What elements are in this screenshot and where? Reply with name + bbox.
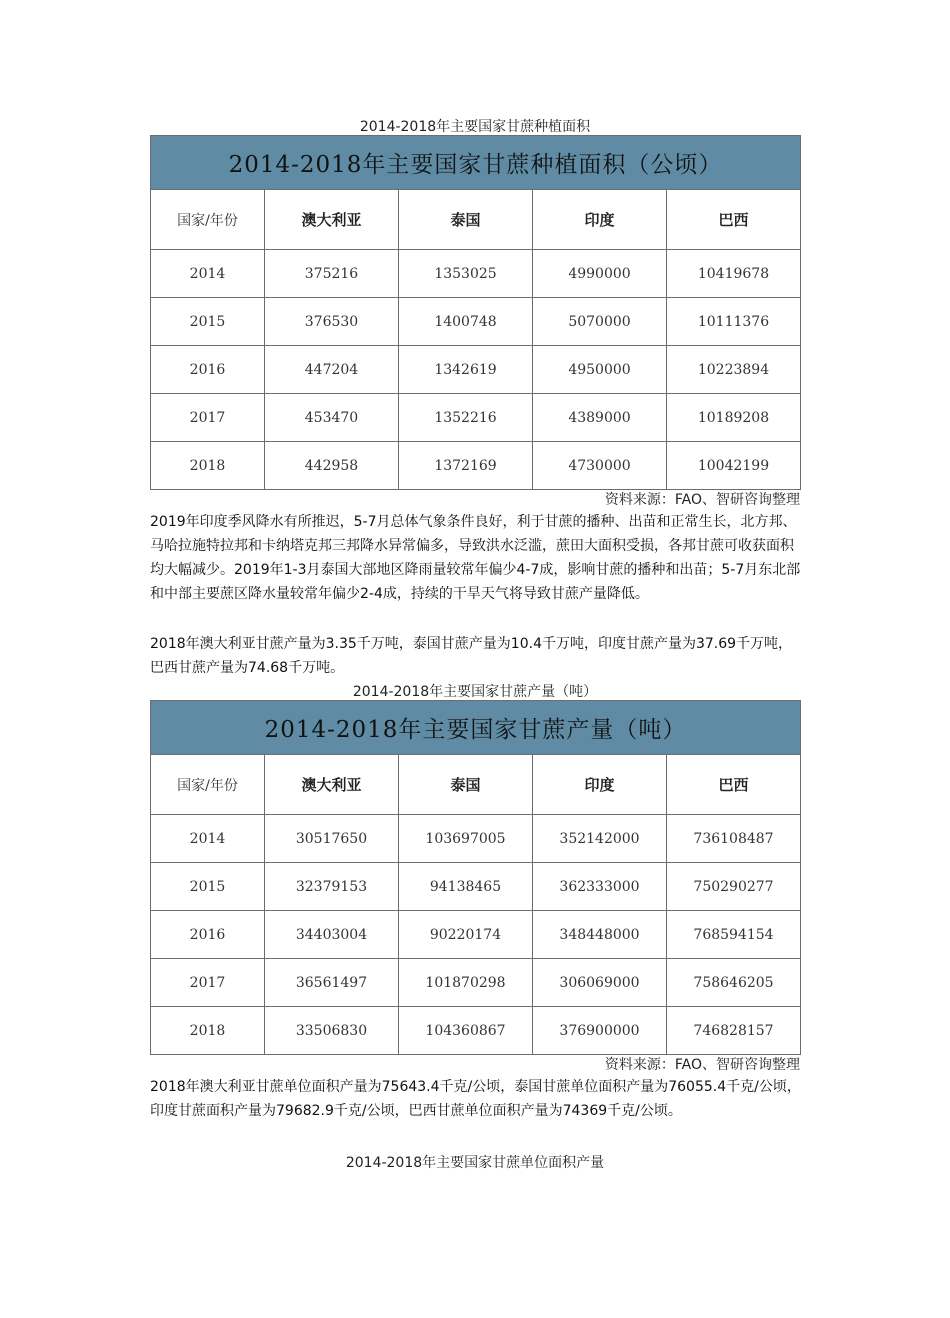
cell-australia: 30517650 [265, 815, 399, 863]
table-row [151, 815, 801, 863]
cell-brazil: 768594154 [667, 911, 801, 959]
table-row [151, 346, 801, 394]
cell-india: 4730000 [533, 442, 667, 490]
cell-australia: 32379153 [265, 863, 399, 911]
cell-thailand: 1342619 [399, 346, 533, 394]
header-brazil: 巴西 [667, 190, 801, 250]
header-brazil: 巴西 [667, 755, 801, 815]
header-thailand: 泰国 [399, 190, 533, 250]
table1-caption: 2014-2018年主要国家甘蔗种植面积 [359, 119, 591, 135]
table-row [151, 442, 801, 490]
cell-year: 2018 [151, 442, 265, 490]
table-row [151, 394, 801, 442]
cell-year: 2017 [151, 959, 265, 1007]
cell-india: 4990000 [533, 250, 667, 298]
header-country-year: 国家/年份 [151, 755, 265, 815]
cell-year: 2018 [151, 1007, 265, 1055]
cell-year: 2015 [151, 298, 265, 346]
table1-source: 资料来源：FAO、智研咨询整理 [604, 492, 800, 508]
header-australia: 澳大利亚 [265, 190, 399, 250]
cell-australia: 33506830 [265, 1007, 399, 1055]
cell-year: 2014 [151, 250, 265, 298]
table-row [151, 959, 801, 1007]
cell-brazil: 750290277 [667, 863, 801, 911]
paragraph-yield: 2018年澳大利亚甘蔗单位面积产量为75643.4千克/公顷，泰国甘蔗单位面积产量为76055.4千克/公顷，印度甘蔗面积产量为79682.9千克/公顷，巴西甘蔗单位面积产量为74369千克/公顷。 [150, 1079, 801, 1119]
cell-india: 5070000 [533, 298, 667, 346]
header-india: 印度 [533, 190, 667, 250]
table-row [151, 911, 801, 959]
table-row [151, 1007, 801, 1055]
header-australia: 澳大利亚 [265, 755, 399, 815]
table-row [151, 250, 801, 298]
cell-india: 4389000 [533, 394, 667, 442]
table1-title: 2014-2018年主要国家甘蔗种植面积（公顷） [151, 136, 801, 190]
cell-australia: 442958 [265, 442, 399, 490]
header-thailand: 泰国 [399, 755, 533, 815]
cell-india: 4950000 [533, 346, 667, 394]
cell-thailand: 90220174 [399, 911, 533, 959]
cell-australia: 34403004 [265, 911, 399, 959]
cell-australia: 36561497 [265, 959, 399, 1007]
header-india: 印度 [533, 755, 667, 815]
cell-year: 2015 [151, 863, 265, 911]
table-row [151, 298, 801, 346]
cell-india: 352142000 [533, 815, 667, 863]
table2-caption: 2014-2018年主要国家甘蔗产量（吨） [352, 684, 598, 700]
cell-india: 362333000 [533, 863, 667, 911]
cell-thailand: 1352216 [399, 394, 533, 442]
header-country-year: 国家/年份 [151, 190, 265, 250]
cell-brazil: 10042199 [667, 442, 801, 490]
cell-brazil: 758646205 [667, 959, 801, 1007]
cell-india: 348448000 [533, 911, 667, 959]
cell-australia: 376530 [265, 298, 399, 346]
cell-thailand: 101870298 [399, 959, 533, 1007]
cell-year: 2016 [151, 911, 265, 959]
table2-title: 2014-2018年主要国家甘蔗产量（吨） [151, 701, 801, 755]
production-table [150, 700, 801, 1055]
cell-thailand: 1400748 [399, 298, 533, 346]
cell-thailand: 94138465 [399, 863, 533, 911]
cell-brazil: 10189208 [667, 394, 801, 442]
cell-thailand: 104360867 [399, 1007, 533, 1055]
table2-source: 资料来源：FAO、智研咨询整理 [604, 1057, 800, 1073]
cell-india: 306069000 [533, 959, 667, 1007]
cell-thailand: 103697005 [399, 815, 533, 863]
cell-india: 376900000 [533, 1007, 667, 1055]
paragraph-weather: 2019年印度季风降水有所推迟，5-7月总体气象条件良好，利于甘蔗的播种、出苗和正常生长，北方邦、马哈拉施特拉邦和卡纳塔克邦三邦降水异常偏多，导致洪水泛滥，蔗田大面积受损，各邦甘蔗可收获面积均大幅减少。2019年1-3月泰国大部地区降雨量较常年偏少4-7成，影响甘蔗的播种和出苗；5-7月东北部和中部主要蔗区降水量较常年偏少2-4成，持续的干旱天气将导致甘蔗产量降低。 [150, 514, 801, 602]
paragraph-production: 2018年澳大利亚甘蔗产量为3.35千万吨，泰国甘蔗产量为10.4千万吨，印度甘蔗产量为37.69千万吨，巴西甘蔗产量为74.68千万吨。 [150, 636, 793, 676]
cell-year: 2014 [151, 815, 265, 863]
cell-year: 2017 [151, 394, 265, 442]
cell-australia: 375216 [265, 250, 399, 298]
cell-brazil: 10223894 [667, 346, 801, 394]
cell-thailand: 1353025 [399, 250, 533, 298]
cell-australia: 447204 [265, 346, 399, 394]
cell-thailand: 1372169 [399, 442, 533, 490]
cell-brazil: 10419678 [667, 250, 801, 298]
cell-brazil: 10111376 [667, 298, 801, 346]
cell-brazil: 736108487 [667, 815, 801, 863]
cell-brazil: 746828157 [667, 1007, 801, 1055]
table-row [151, 863, 801, 911]
cell-year: 2016 [151, 346, 265, 394]
cell-australia: 453470 [265, 394, 399, 442]
planting-area-table [150, 135, 801, 490]
table3-caption: 2014-2018年主要国家甘蔗单位面积产量 [345, 1155, 605, 1171]
